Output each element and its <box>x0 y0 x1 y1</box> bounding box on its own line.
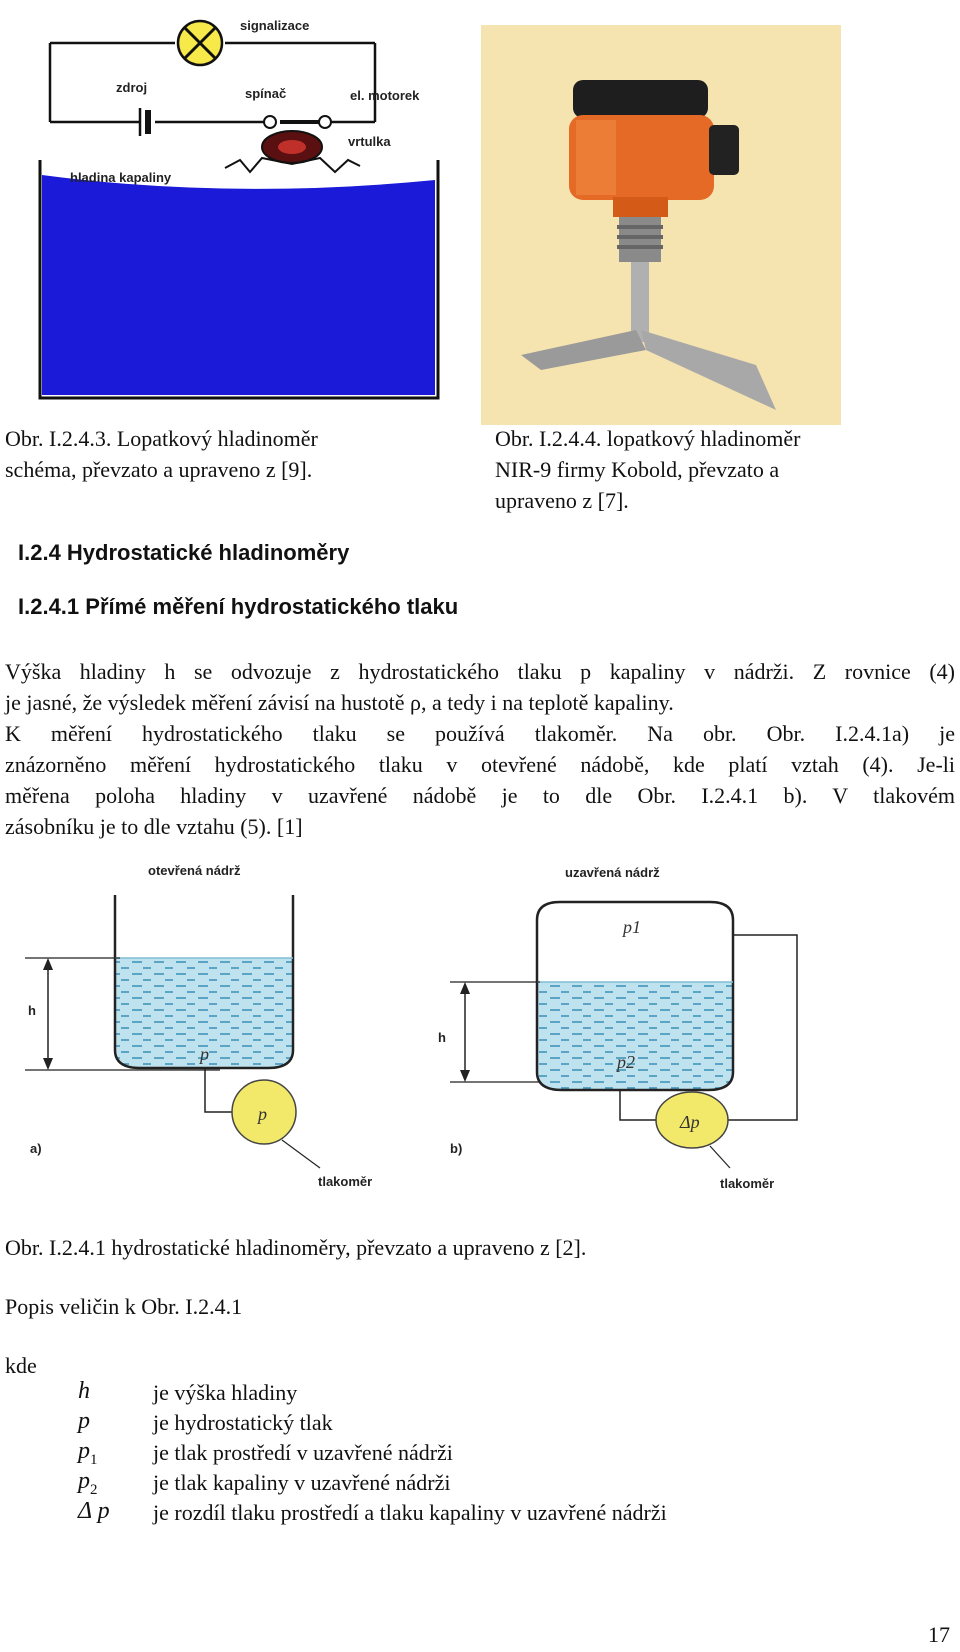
label-h-b: h <box>438 1030 446 1045</box>
subsection-heading: I.2.4.1 Přímé měření hydrostatického tlaku <box>18 594 459 619</box>
open-tank <box>115 895 293 1068</box>
label-p2: p2 <box>617 1052 635 1072</box>
definition-row <box>78 1438 838 1468</box>
motor-icon <box>262 131 322 163</box>
definition-symbol: p <box>78 1408 90 1434</box>
label-tlakomer-b: tlakoměr <box>720 1176 775 1191</box>
label-gauge-b: Δp <box>680 1112 700 1132</box>
label-b: b) <box>450 1141 463 1156</box>
hydrostatic-diagram <box>20 850 850 1200</box>
definition-symbol: Δ p <box>78 1498 110 1524</box>
left-figure-caption-line1: Obr. I.2.4.3. Lopatkový hladinoměr <box>5 426 318 451</box>
signal-lamp-icon <box>178 21 222 65</box>
kde-label: kde <box>5 1353 37 1378</box>
label-hladina: hladina kapaliny <box>70 170 172 185</box>
label-p-tank: p <box>200 1044 209 1064</box>
label-motorek: el. motorek <box>350 88 420 103</box>
kobold-nir9-photo <box>481 25 841 425</box>
body-paragraph <box>5 656 955 842</box>
definition-row <box>78 1408 838 1438</box>
label-gauge-a: p <box>258 1104 267 1124</box>
definition-text: je tlak prostředí v uzavřené nádrži <box>153 1440 453 1465</box>
diagram-caption: Obr. I.2.4.1 hydrostatické hladinoměry, převzato a upraveno z [2]. <box>5 1235 587 1260</box>
label-vrtulka: vrtulka <box>348 134 391 149</box>
label-h-a: h <box>28 1003 36 1018</box>
definition-row <box>78 1378 838 1408</box>
label-spinac: spínač <box>245 86 287 101</box>
definition-text: je rozdíl tlaku prostředí a tlaku kapaliny v uzavřené nádrži <box>153 1500 667 1525</box>
paddle-schematic-figure <box>30 10 470 410</box>
definitions-list <box>78 1378 838 1528</box>
paragraph-line-6: zásobníku je to dle vztahu (5). [1] <box>5 814 303 839</box>
definition-symbol: $p_2$ <box>78 1468 98 1498</box>
definition-row <box>78 1468 838 1498</box>
left-figure-caption-line2: schéma, převzato a upraveno z [9]. <box>5 457 313 482</box>
definition-symbol: h <box>78 1378 90 1404</box>
label-zdroj: zdroj <box>116 80 148 95</box>
paragraph-line-4: znázorněno měření hydrostatického tlaku v otevřené nádobě, kde platí vztah (4). Je-li <box>5 752 955 777</box>
label-a: a) <box>30 1141 42 1156</box>
label-p1: p1 <box>623 917 641 937</box>
definition-row <box>78 1498 838 1528</box>
definition-text: je výška hladiny <box>153 1380 298 1405</box>
paragraph-line-3: K měření hydrostatického tlaku se používá tlakoměr. Na obr. Obr. I.2.4.1a) je <box>5 721 955 746</box>
popis-heading: Popis veličin k Obr. I.2.4.1 <box>5 1294 243 1319</box>
definition-text: je tlak kapaliny v uzavřené nádrži <box>153 1470 451 1495</box>
right-figure-caption-line2: NIR-9 firmy Kobold, převzato a <box>495 457 780 482</box>
definition-symbol: $p_1$ <box>78 1438 98 1468</box>
label-closed-tank: uzavřená nádrž <box>565 865 660 880</box>
page-number: 17 <box>928 1622 950 1647</box>
paragraph-line-1: Výška hladiny h se odvozuje z hydrostatického tlaku p kapaliny v nádrži. Z rovnice (4) <box>5 659 955 684</box>
paragraph-line-5: měřena poloha hladiny v uzavřené nádobě je to dle Obr. I.2.4.1 b). V tlakovém <box>5 783 955 808</box>
section-heading: I.2.4 Hydrostatické hladinoměry <box>18 540 350 565</box>
definition-text: je hydrostatický tlak <box>153 1410 333 1435</box>
label-signalizace: signalizace <box>240 18 310 33</box>
right-figure-caption-line3: upraveno z [7]. <box>495 488 629 513</box>
label-tlakomer-a: tlakoměr <box>318 1174 373 1189</box>
label-open-tank: otevřená nádrž <box>148 863 241 878</box>
right-figure-caption-line1: Obr. I.2.4.4. lopatkový hladinoměr <box>495 426 801 451</box>
paragraph-line-2: je jasné, že výsledek měření závisí na hustotě ρ, a tedy i na teplotě kapaliny. <box>5 690 674 715</box>
